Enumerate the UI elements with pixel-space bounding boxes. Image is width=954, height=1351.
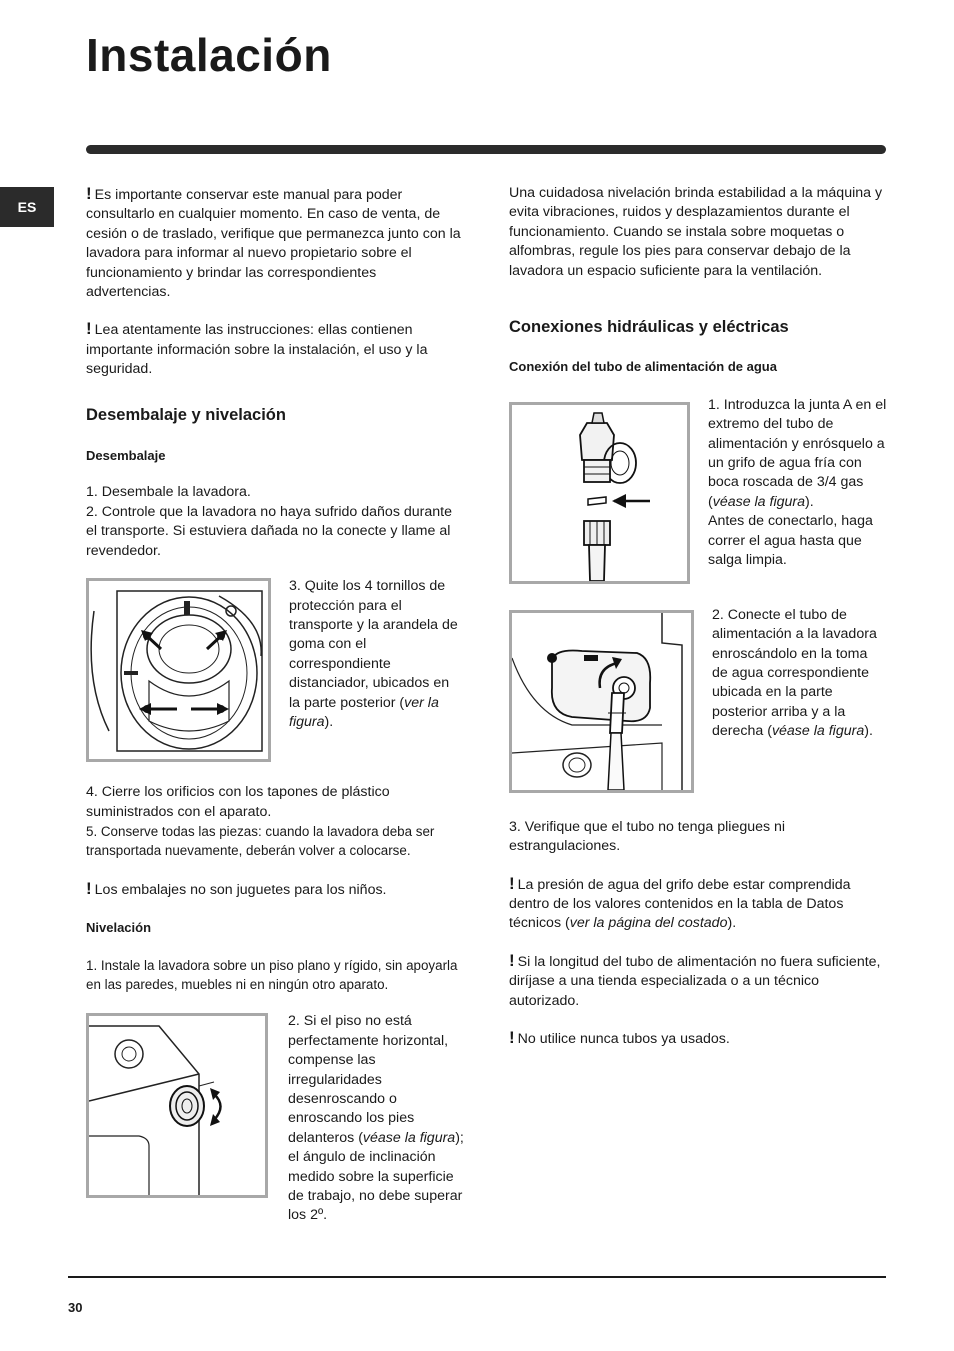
top-divider (86, 145, 886, 154)
rear-inlet-drawing (512, 613, 691, 790)
right-column (509, 184, 887, 1050)
warning-pressure: ! La presión de agua del grifo debe estar comprendida dentro de los valores contenidos en la tabla de Datos técnicos (ver la página del costado). (509, 873, 851, 932)
inlet-step-2: 2. Conecte el tubo de alimentación a la lavadora enroscándolo en la toma de agua correspondiente ubicada en la parte posterior arriba y a la derecha (véase la figura). (712, 606, 877, 740)
warning-used-hoses: ! No utilice nunca tubos ya usados. (509, 1028, 730, 1048)
heading-connections: Conexiones hidráulicas y eléctricas (509, 318, 789, 337)
level-figure-row (86, 1013, 464, 1225)
unpack-step-4: 4. Cierre los orificios con los tapones de plástico suministrados con el aparato. (86, 784, 390, 820)
warning-icon: ! (509, 873, 515, 893)
figure-rear-inlet (509, 610, 694, 793)
unpack-step-1: 1. Desembale la lavadora. (86, 484, 251, 501)
figure-tap-connection (509, 402, 690, 584)
tap-hose-drawing (512, 405, 687, 581)
language-tab: ES (0, 187, 54, 227)
bottom-divider (68, 1276, 886, 1278)
subheading-inlet: Conexión del tubo de alimentación de agua (509, 359, 777, 375)
inlet-figure-row-2 (509, 607, 887, 793)
level-step-2: 2. Si el piso no está perfectamente horizontal, compense las irregularidades desenroscando o enroscando los pies delanteros (véase la figura); el ángulo de inclinación medido sobre la superficie de trabajo, no debe superar los 2º. (288, 1013, 464, 1224)
unpack-figure-row (86, 578, 464, 762)
warning-packaging: ! Los embalajes no son juguetes para los niños. (86, 878, 387, 898)
warning-icon: ! (86, 184, 92, 203)
unpack-step-2: 2. Controle que la lavadora no haya sufrido daños durante el transporte. Si estuviera dañada no la conecte y llame al revendedor. (86, 503, 452, 559)
left-column (86, 184, 464, 1226)
figure-rear-screws (86, 578, 271, 762)
page-title: Instalación (86, 29, 332, 81)
warning-keep-manual: ! Es importante conservar este manual para poder consultarlo en cualquier momento. En caso de venta, de cesión o de traslado, verifique que permanezca junto con la lavadora para informar al nuevo propietario sobre el funcionamiento y brindar las correspondientes advertencias. (86, 184, 461, 301)
level-step-1: 1. Instale la lavadora sobre un piso plano y rígido, sin apoyarla en las paredes, muebles ni en ningún otro aparato. (86, 957, 458, 992)
warning-icon: ! (509, 1028, 515, 1048)
warning-read-instructions: ! Lea atentamente las instrucciones: ellas contienen importante información sobre la instalación, el uso y la seguridad. (86, 319, 428, 378)
unpack-step-3: 3. Quite los 4 tornillos de protección para el transporte y la arandela de goma con el correspondiente distanciador, ubicados en la parte posterior (ver la figura). (289, 578, 458, 730)
warning-hose-length: ! Si la longitud del tubo de alimentación no fuera suficiente, diríjase a una tienda especializada o a un técnico autorizado. (509, 950, 881, 1009)
inlet-step-3: 3. Verifique que el tubo no tenga pliegues ni estrangulaciones. (509, 818, 786, 855)
washing-machine-rear-drawing (89, 581, 268, 759)
inlet-step-1: 1. Introduzca la junta A en el extremo del tubo de alimentación y enrósquelo a un grifo de agua fría con boca roscada de 3/4 gas (véase la figura). Antes de conectarlo, haga correr el agua hasta que salga limpia. (708, 396, 887, 569)
subheading-level: Nivelación (86, 920, 152, 936)
subheading-unpack: Desembalaje (86, 448, 166, 464)
figure-adjustable-foot (86, 1013, 268, 1198)
unpack-step-5: 5. Conserve todas las piezas: cuando la lavadora deba ser transportada nuevamente, deberán volver a colocarse. (86, 823, 435, 859)
heading-unpack-level: Desembalaje y nivelación (86, 405, 286, 424)
inlet-figure-row-1 (509, 397, 887, 584)
page-number: 30 (68, 1300, 83, 1315)
warning-icon: ! (86, 878, 92, 898)
level-paragraph: Una cuidadosa nivelación brinda estabilidad a la máquina y evita vibraciones, ruidos y desplazamientos durante el funcionamiento. Cuando se instala sobre moquetas o alfombras, regule los pies para conservar debajo de la lavadora un espacio suficiente para la ventilación. (509, 185, 883, 279)
adjustable-foot-drawing (89, 1016, 265, 1195)
warning-icon: ! (86, 319, 92, 339)
warning-icon: ! (509, 950, 515, 970)
